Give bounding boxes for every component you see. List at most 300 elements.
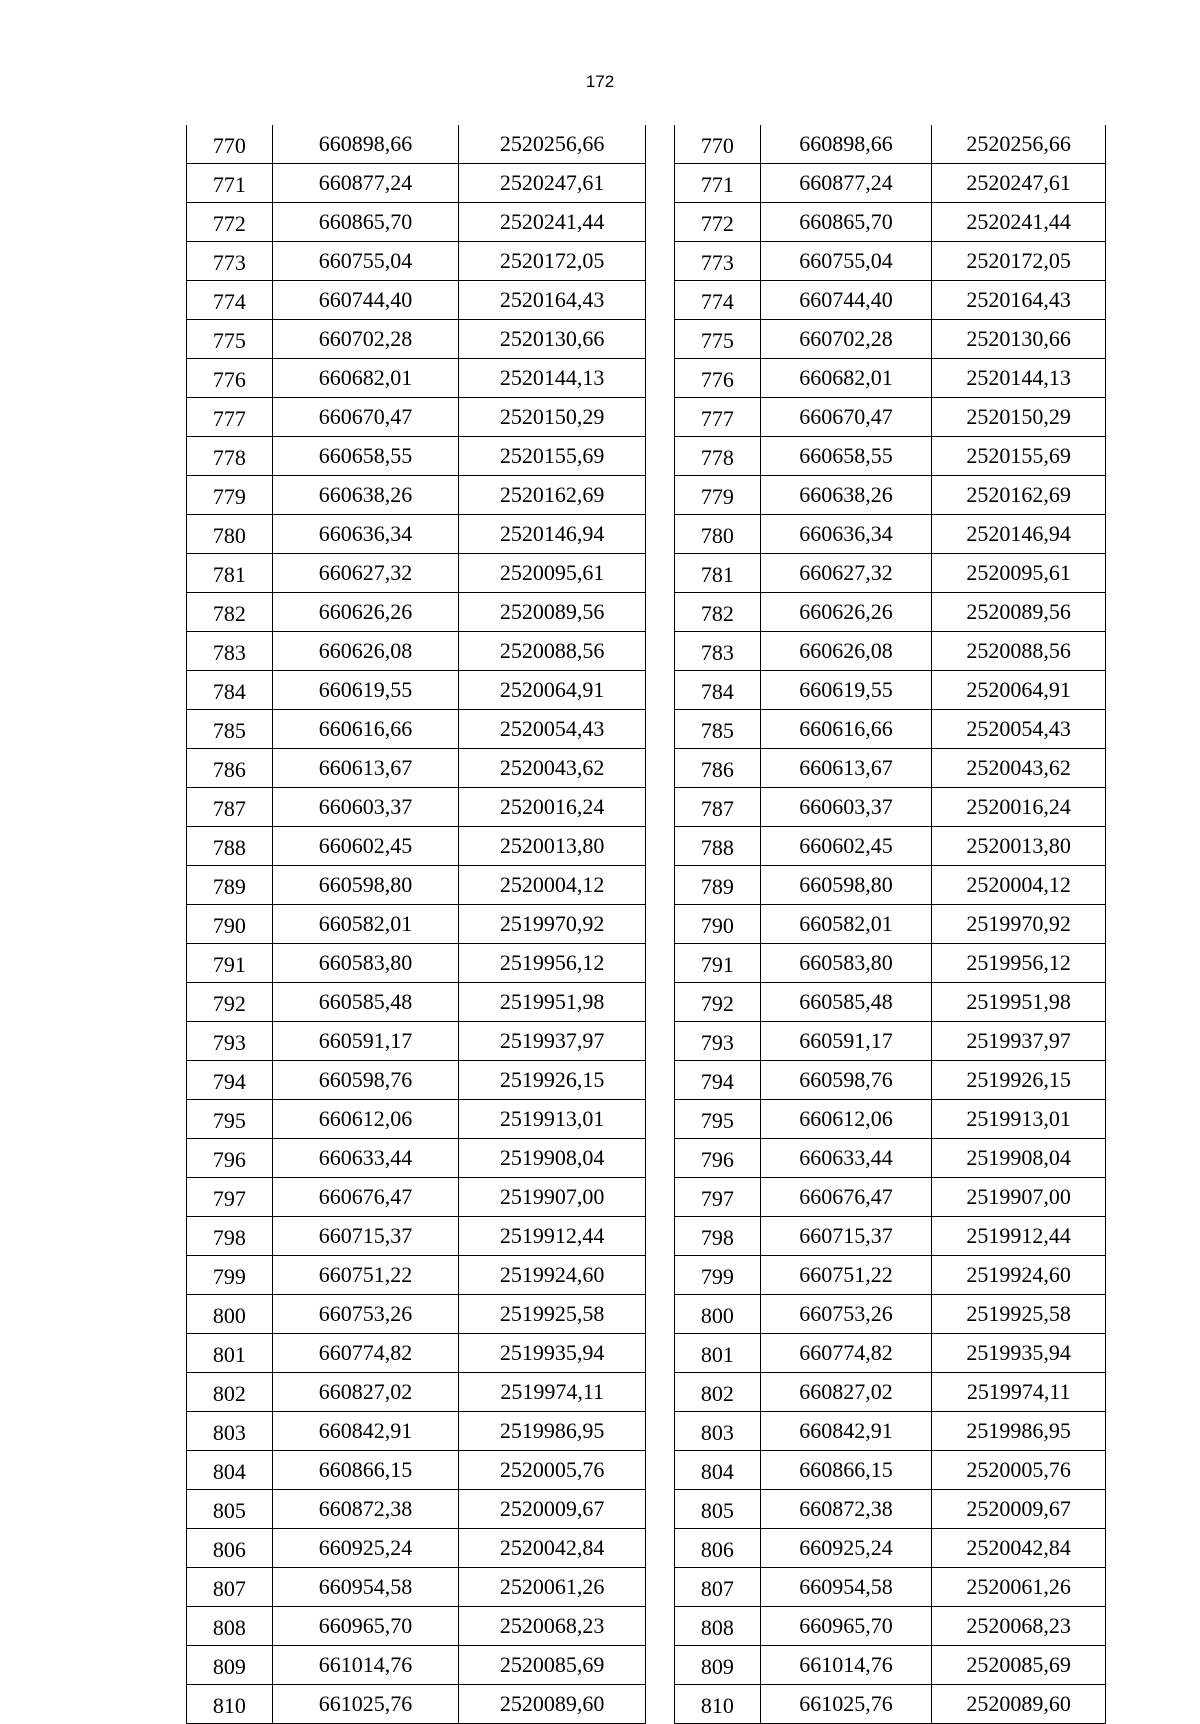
x-coordinate-cell: 660626,26 [272, 593, 459, 632]
table-row [187, 1022, 646, 1061]
x-coordinate-cell: 660702,28 [760, 320, 932, 359]
x-coordinate-cell: 660627,32 [272, 554, 459, 593]
x-coordinate-cell: 660670,47 [272, 398, 459, 437]
point-number-cell: 780 [675, 515, 761, 554]
table-row [675, 1334, 1106, 1373]
y-coordinate-cell: 2520009,67 [932, 1490, 1106, 1529]
y-coordinate-cell: 2519951,98 [459, 983, 646, 1022]
table-row [675, 1412, 1106, 1451]
y-coordinate-cell: 2519956,12 [932, 944, 1106, 983]
table-row [675, 1100, 1106, 1139]
y-coordinate-cell: 2520005,76 [932, 1451, 1106, 1490]
y-coordinate-cell: 2520088,56 [932, 632, 1106, 671]
x-coordinate-cell: 660602,45 [760, 827, 932, 866]
x-coordinate-cell: 660598,80 [760, 866, 932, 905]
point-number-cell: 793 [675, 1022, 761, 1061]
x-coordinate-cell: 660676,47 [760, 1178, 932, 1217]
point-number-cell: 802 [675, 1373, 761, 1412]
point-number-cell: 787 [675, 788, 761, 827]
table-row [187, 125, 646, 164]
table-row [187, 1139, 646, 1178]
x-coordinate-cell: 660627,32 [760, 554, 932, 593]
table-row [675, 1061, 1106, 1100]
x-coordinate-cell: 660626,08 [272, 632, 459, 671]
table-row [187, 437, 646, 476]
table-row [187, 866, 646, 905]
point-number-cell: 778 [187, 437, 273, 476]
x-coordinate-cell: 660626,08 [760, 632, 932, 671]
y-coordinate-cell: 2520016,24 [459, 788, 646, 827]
point-number-cell: 800 [187, 1295, 273, 1334]
point-number-cell: 805 [187, 1490, 273, 1529]
y-coordinate-cell: 2519974,11 [932, 1373, 1106, 1412]
table-row [675, 515, 1106, 554]
point-number-cell: 807 [675, 1568, 761, 1607]
point-number-cell: 803 [675, 1412, 761, 1451]
point-number-cell: 806 [675, 1529, 761, 1568]
point-number-cell: 788 [187, 827, 273, 866]
x-coordinate-cell: 660658,55 [272, 437, 459, 476]
y-coordinate-cell: 2519925,58 [932, 1295, 1106, 1334]
x-coordinate-cell: 660866,15 [760, 1451, 932, 1490]
point-number-cell: 772 [187, 203, 273, 242]
y-coordinate-cell: 2520095,61 [932, 554, 1106, 593]
x-coordinate-cell: 660827,02 [272, 1373, 459, 1412]
table-row [675, 1217, 1106, 1256]
y-coordinate-cell: 2520150,29 [459, 398, 646, 437]
table-row [187, 1061, 646, 1100]
table-row [675, 164, 1106, 203]
point-number-cell: 791 [675, 944, 761, 983]
point-number-cell: 797 [675, 1178, 761, 1217]
table-row [675, 1139, 1106, 1178]
table-row [187, 632, 646, 671]
point-number-cell: 779 [675, 476, 761, 515]
table-row [675, 437, 1106, 476]
point-number-cell: 786 [187, 749, 273, 788]
y-coordinate-cell: 2519986,95 [459, 1412, 646, 1451]
y-coordinate-cell: 2520068,23 [459, 1607, 646, 1646]
point-number-cell: 795 [675, 1100, 761, 1139]
table-row [675, 359, 1106, 398]
y-coordinate-cell: 2519908,04 [459, 1139, 646, 1178]
table-row [187, 1217, 646, 1256]
y-coordinate-cell: 2520089,60 [932, 1685, 1106, 1724]
x-coordinate-cell: 661014,76 [272, 1646, 459, 1685]
x-coordinate-cell: 660774,82 [760, 1334, 932, 1373]
table-row [675, 1490, 1106, 1529]
point-number-cell: 774 [187, 281, 273, 320]
point-number-cell: 773 [187, 242, 273, 281]
table-row [187, 1568, 646, 1607]
point-number-cell: 777 [187, 398, 273, 437]
point-number-cell: 772 [675, 203, 761, 242]
point-number-cell: 792 [675, 983, 761, 1022]
point-number-cell: 787 [187, 788, 273, 827]
table-row [187, 905, 646, 944]
y-coordinate-cell: 2520043,62 [932, 749, 1106, 788]
point-number-cell: 793 [187, 1022, 273, 1061]
x-coordinate-cell: 660582,01 [272, 905, 459, 944]
y-coordinate-cell: 2520150,29 [932, 398, 1106, 437]
table-row [675, 1178, 1106, 1217]
x-coordinate-cell: 660865,70 [760, 203, 932, 242]
point-number-cell: 784 [675, 671, 761, 710]
point-number-cell: 783 [675, 632, 761, 671]
x-coordinate-cell: 660877,24 [272, 164, 459, 203]
y-coordinate-cell: 2520004,12 [459, 866, 646, 905]
y-coordinate-cell: 2520130,66 [459, 320, 646, 359]
x-coordinate-cell: 660598,80 [272, 866, 459, 905]
point-number-cell: 794 [675, 1061, 761, 1100]
point-number-cell: 799 [675, 1256, 761, 1295]
y-coordinate-cell: 2520155,69 [459, 437, 646, 476]
y-coordinate-cell: 2519970,92 [459, 905, 646, 944]
point-number-cell: 810 [675, 1685, 761, 1724]
x-coordinate-cell: 660954,58 [760, 1568, 932, 1607]
y-coordinate-cell: 2520085,69 [932, 1646, 1106, 1685]
x-coordinate-cell: 660866,15 [272, 1451, 459, 1490]
y-coordinate-cell: 2520162,69 [459, 476, 646, 515]
point-number-cell: 796 [675, 1139, 761, 1178]
y-coordinate-cell: 2520005,76 [459, 1451, 646, 1490]
table-row [187, 359, 646, 398]
x-coordinate-cell: 660619,55 [272, 671, 459, 710]
y-coordinate-cell: 2520256,66 [459, 125, 646, 164]
x-coordinate-cell: 660598,76 [272, 1061, 459, 1100]
x-coordinate-cell: 660582,01 [760, 905, 932, 944]
table-row [675, 1685, 1106, 1724]
y-coordinate-cell: 2520068,23 [932, 1607, 1106, 1646]
y-coordinate-cell: 2520155,69 [932, 437, 1106, 476]
table-row [187, 593, 646, 632]
y-coordinate-cell: 2520089,56 [459, 593, 646, 632]
x-coordinate-cell: 660585,48 [272, 983, 459, 1022]
x-coordinate-cell: 660898,66 [272, 125, 459, 164]
y-coordinate-cell: 2520241,44 [459, 203, 646, 242]
x-coordinate-cell: 660744,40 [272, 281, 459, 320]
point-number-cell: 790 [675, 905, 761, 944]
point-number-cell: 789 [187, 866, 273, 905]
x-coordinate-cell: 660755,04 [760, 242, 932, 281]
table-row [187, 1256, 646, 1295]
y-coordinate-cell: 2520064,91 [932, 671, 1106, 710]
table-row [675, 1607, 1106, 1646]
x-coordinate-cell: 660954,58 [272, 1568, 459, 1607]
x-coordinate-cell: 660619,55 [760, 671, 932, 710]
y-coordinate-cell: 2519926,15 [932, 1061, 1106, 1100]
table-row [187, 203, 646, 242]
coordinates-table-right [674, 125, 1106, 1724]
table-row [187, 1412, 646, 1451]
point-number-cell: 771 [187, 164, 273, 203]
x-coordinate-cell: 660613,67 [760, 749, 932, 788]
y-coordinate-cell: 2520061,26 [932, 1568, 1106, 1607]
y-coordinate-cell: 2520172,05 [459, 242, 646, 281]
x-coordinate-cell: 660877,24 [760, 164, 932, 203]
table-row [187, 788, 646, 827]
x-coordinate-cell: 660872,38 [760, 1490, 932, 1529]
x-coordinate-cell: 660603,37 [760, 788, 932, 827]
y-coordinate-cell: 2520089,60 [459, 1685, 646, 1724]
table-row [187, 515, 646, 554]
point-number-cell: 804 [675, 1451, 761, 1490]
table-row [187, 476, 646, 515]
x-coordinate-cell: 660842,91 [760, 1412, 932, 1451]
table-row [675, 1568, 1106, 1607]
x-coordinate-cell: 660602,45 [272, 827, 459, 866]
y-coordinate-cell: 2519913,01 [932, 1100, 1106, 1139]
point-number-cell: 776 [187, 359, 273, 398]
y-coordinate-cell: 2519970,92 [932, 905, 1106, 944]
x-coordinate-cell: 660626,26 [760, 593, 932, 632]
y-coordinate-cell: 2520144,13 [459, 359, 646, 398]
table-row [187, 1451, 646, 1490]
y-coordinate-cell: 2519926,15 [459, 1061, 646, 1100]
point-number-cell: 770 [675, 125, 761, 164]
table-row [187, 1178, 646, 1217]
y-coordinate-cell: 2520164,43 [932, 281, 1106, 320]
table-row [187, 1490, 646, 1529]
table-row [675, 905, 1106, 944]
point-number-cell: 799 [187, 1256, 273, 1295]
x-coordinate-cell: 660925,24 [760, 1529, 932, 1568]
table-row [675, 1256, 1106, 1295]
point-number-cell: 771 [675, 164, 761, 203]
y-coordinate-cell: 2520241,44 [932, 203, 1106, 242]
x-coordinate-cell: 660842,91 [272, 1412, 459, 1451]
point-number-cell: 780 [187, 515, 273, 554]
table-row [187, 944, 646, 983]
point-number-cell: 775 [675, 320, 761, 359]
x-coordinate-cell: 660670,47 [760, 398, 932, 437]
point-number-cell: 800 [675, 1295, 761, 1334]
table-row [187, 1100, 646, 1139]
y-coordinate-cell: 2520088,56 [459, 632, 646, 671]
table-row [675, 281, 1106, 320]
point-number-cell: 790 [187, 905, 273, 944]
x-coordinate-cell: 660753,26 [760, 1295, 932, 1334]
y-coordinate-cell: 2520247,61 [459, 164, 646, 203]
table-row [675, 827, 1106, 866]
table-row [187, 1334, 646, 1373]
y-coordinate-cell: 2519935,94 [459, 1334, 646, 1373]
x-coordinate-cell: 660612,06 [760, 1100, 932, 1139]
point-number-cell: 783 [187, 632, 273, 671]
point-number-cell: 774 [675, 281, 761, 320]
y-coordinate-cell: 2520256,66 [932, 125, 1106, 164]
point-number-cell: 798 [675, 1217, 761, 1256]
table-row [675, 983, 1106, 1022]
x-coordinate-cell: 660633,44 [272, 1139, 459, 1178]
point-number-cell: 781 [187, 554, 273, 593]
y-coordinate-cell: 2519913,01 [459, 1100, 646, 1139]
point-number-cell: 789 [675, 866, 761, 905]
y-coordinate-cell: 2519907,00 [932, 1178, 1106, 1217]
y-coordinate-cell: 2520247,61 [932, 164, 1106, 203]
table-row [675, 554, 1106, 593]
y-coordinate-cell: 2520013,80 [459, 827, 646, 866]
table-row [187, 1295, 646, 1334]
x-coordinate-cell: 660636,34 [760, 515, 932, 554]
y-coordinate-cell: 2520004,12 [932, 866, 1106, 905]
table-row [675, 710, 1106, 749]
y-coordinate-cell: 2519951,98 [932, 983, 1106, 1022]
x-coordinate-cell: 661025,76 [760, 1685, 932, 1724]
table-row [675, 1451, 1106, 1490]
point-number-cell: 808 [675, 1607, 761, 1646]
x-coordinate-cell: 660965,70 [760, 1607, 932, 1646]
table-row [187, 1607, 646, 1646]
y-coordinate-cell: 2520042,84 [932, 1529, 1106, 1568]
y-coordinate-cell: 2519935,94 [932, 1334, 1106, 1373]
y-coordinate-cell: 2519924,60 [932, 1256, 1106, 1295]
y-coordinate-cell: 2519986,95 [932, 1412, 1106, 1451]
x-coordinate-cell: 660872,38 [272, 1490, 459, 1529]
table-row [187, 1373, 646, 1412]
point-number-cell: 785 [187, 710, 273, 749]
x-coordinate-cell: 660751,22 [760, 1256, 932, 1295]
table-row [187, 398, 646, 437]
y-coordinate-cell: 2520042,84 [459, 1529, 646, 1568]
x-coordinate-cell: 660638,26 [760, 476, 932, 515]
x-coordinate-cell: 660612,06 [272, 1100, 459, 1139]
y-coordinate-cell: 2520164,43 [459, 281, 646, 320]
point-number-cell: 807 [187, 1568, 273, 1607]
x-coordinate-cell: 660755,04 [272, 242, 459, 281]
table-row [187, 983, 646, 1022]
y-coordinate-cell: 2519937,97 [932, 1022, 1106, 1061]
coordinates-table-left-body [187, 125, 646, 1724]
point-number-cell: 795 [187, 1100, 273, 1139]
x-coordinate-cell: 660598,76 [760, 1061, 932, 1100]
y-coordinate-cell: 2520146,94 [932, 515, 1106, 554]
table-row [187, 827, 646, 866]
page-number: 172 [585, 72, 615, 91]
y-coordinate-cell: 2519912,44 [932, 1217, 1106, 1256]
x-coordinate-cell: 660925,24 [272, 1529, 459, 1568]
x-coordinate-cell: 660774,82 [272, 1334, 459, 1373]
table-row [675, 632, 1106, 671]
coordinates-table-right-body [675, 125, 1106, 1724]
point-number-cell: 802 [187, 1373, 273, 1412]
x-coordinate-cell: 660827,02 [760, 1373, 932, 1412]
y-coordinate-cell: 2520054,43 [459, 710, 646, 749]
point-number-cell: 803 [187, 1412, 273, 1451]
table-row [675, 671, 1106, 710]
y-coordinate-cell: 2520144,13 [932, 359, 1106, 398]
table-row [675, 242, 1106, 281]
point-number-cell: 809 [187, 1646, 273, 1685]
point-number-cell: 809 [675, 1646, 761, 1685]
x-coordinate-cell: 660751,22 [272, 1256, 459, 1295]
x-coordinate-cell: 660658,55 [760, 437, 932, 476]
x-coordinate-cell: 660638,26 [272, 476, 459, 515]
table-row [675, 1022, 1106, 1061]
point-number-cell: 779 [187, 476, 273, 515]
table-row [675, 749, 1106, 788]
table-row [187, 281, 646, 320]
table-row [675, 125, 1106, 164]
table-row [675, 1529, 1106, 1568]
table-row [187, 1529, 646, 1568]
y-coordinate-cell: 2519924,60 [459, 1256, 646, 1295]
y-coordinate-cell: 2520054,43 [932, 710, 1106, 749]
table-row [675, 476, 1106, 515]
table-row [187, 710, 646, 749]
table-row [675, 1373, 1106, 1412]
x-coordinate-cell: 660702,28 [272, 320, 459, 359]
x-coordinate-cell: 660616,66 [760, 710, 932, 749]
y-coordinate-cell: 2519956,12 [459, 944, 646, 983]
table-row [675, 866, 1106, 905]
point-number-cell: 801 [187, 1334, 273, 1373]
x-coordinate-cell: 660583,80 [760, 944, 932, 983]
table-row [675, 320, 1106, 359]
point-number-cell: 801 [675, 1334, 761, 1373]
point-number-cell: 808 [187, 1607, 273, 1646]
table-row [187, 242, 646, 281]
y-coordinate-cell: 2520064,91 [459, 671, 646, 710]
point-number-cell: 794 [187, 1061, 273, 1100]
point-number-cell: 810 [187, 1685, 273, 1724]
x-coordinate-cell: 660636,34 [272, 515, 459, 554]
point-number-cell: 797 [187, 1178, 273, 1217]
x-coordinate-cell: 660715,37 [760, 1217, 932, 1256]
point-number-cell: 798 [187, 1217, 273, 1256]
table-row [187, 1646, 646, 1685]
y-coordinate-cell: 2520162,69 [932, 476, 1106, 515]
y-coordinate-cell: 2520016,24 [932, 788, 1106, 827]
point-number-cell: 781 [675, 554, 761, 593]
table-row [187, 164, 646, 203]
table-row [675, 203, 1106, 242]
table-row [187, 554, 646, 593]
y-coordinate-cell: 2520009,67 [459, 1490, 646, 1529]
x-coordinate-cell: 660591,17 [272, 1022, 459, 1061]
table-row [675, 788, 1106, 827]
point-number-cell: 773 [675, 242, 761, 281]
y-coordinate-cell: 2519907,00 [459, 1178, 646, 1217]
point-number-cell: 786 [675, 749, 761, 788]
point-number-cell: 804 [187, 1451, 273, 1490]
x-coordinate-cell: 661014,76 [760, 1646, 932, 1685]
y-coordinate-cell: 2519912,44 [459, 1217, 646, 1256]
x-coordinate-cell: 660633,44 [760, 1139, 932, 1178]
x-coordinate-cell: 660591,17 [760, 1022, 932, 1061]
table-row [675, 593, 1106, 632]
y-coordinate-cell: 2520172,05 [932, 242, 1106, 281]
table-row [675, 398, 1106, 437]
x-coordinate-cell: 660682,01 [760, 359, 932, 398]
y-coordinate-cell: 2519908,04 [932, 1139, 1106, 1178]
point-number-cell: 785 [675, 710, 761, 749]
x-coordinate-cell: 660676,47 [272, 1178, 459, 1217]
point-number-cell: 782 [187, 593, 273, 632]
x-coordinate-cell: 660715,37 [272, 1217, 459, 1256]
y-coordinate-cell: 2519974,11 [459, 1373, 646, 1412]
point-number-cell: 784 [187, 671, 273, 710]
x-coordinate-cell: 660682,01 [272, 359, 459, 398]
table-row [675, 1295, 1106, 1334]
y-coordinate-cell: 2520146,94 [459, 515, 646, 554]
table-row [187, 671, 646, 710]
x-coordinate-cell: 660865,70 [272, 203, 459, 242]
point-number-cell: 778 [675, 437, 761, 476]
x-coordinate-cell: 660583,80 [272, 944, 459, 983]
coordinates-table-left [186, 125, 646, 1724]
y-coordinate-cell: 2520085,69 [459, 1646, 646, 1685]
